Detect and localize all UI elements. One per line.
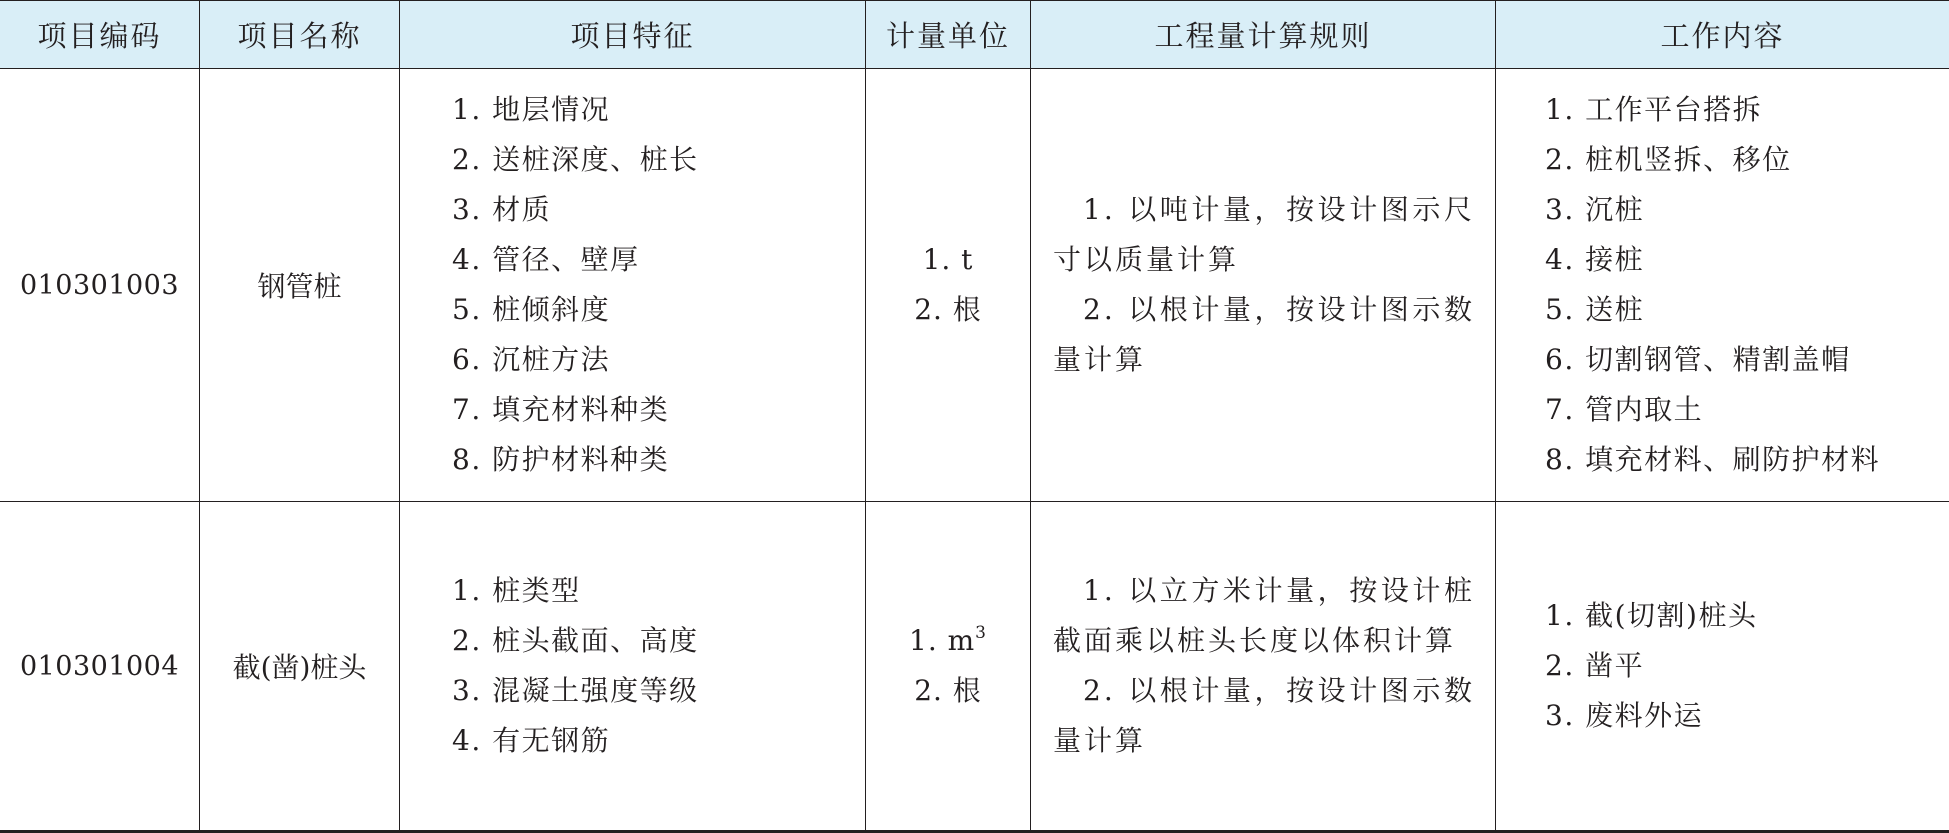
feature-list — [452, 85, 699, 485]
list-item: 1. 桩类型 — [452, 574, 581, 607]
list-item: 2. 桩头截面、高度 — [452, 624, 699, 657]
list-item: 6. 沉桩方法 — [452, 343, 611, 376]
header-calc-rules — [1031, 1, 1496, 69]
list-item: 2. 送桩深度、桩长 — [452, 143, 699, 176]
list-item: 1. 工作平台搭拆 — [1545, 93, 1763, 126]
feature-list — [452, 566, 699, 766]
list-item: 3. 材质 — [452, 193, 552, 226]
header-item-name — [200, 1, 400, 69]
item-features — [400, 502, 866, 833]
list-item: 3. 沉桩 — [1545, 193, 1645, 226]
rule-paragraph: 1. 以吨计量，按设计图示尺寸以质量计算 — [1053, 193, 1475, 276]
item-code-text: 010301004 — [19, 650, 180, 682]
unit-text: 2. 根 — [914, 674, 982, 707]
header-label: 项目名称 — [237, 19, 362, 53]
header-label: 项目特征 — [570, 19, 695, 53]
item-name — [200, 69, 400, 502]
list-item: 1. 地层情况 — [452, 93, 611, 126]
list-item: 3. 废料外运 — [1545, 699, 1704, 732]
unit-list — [914, 235, 982, 335]
list-item: 4. 管径、壁厚 — [452, 243, 640, 276]
item-code — [0, 502, 200, 833]
header-label: 计量单位 — [885, 19, 1010, 53]
list-item: 4. 接桩 — [1545, 243, 1645, 276]
list-item: 1. 截(切割)桩头 — [1545, 599, 1758, 632]
unit-text: 1. t — [922, 243, 974, 276]
item-work-content — [1496, 502, 1949, 833]
list-item: 4. 有无钢筋 — [452, 724, 611, 757]
item-calc-rules — [1031, 69, 1496, 502]
list-item: 8. 防护材料种类 — [452, 443, 670, 476]
rule-text — [1053, 185, 1475, 385]
item-unit — [866, 502, 1031, 833]
header-item-features — [400, 1, 866, 69]
header-unit — [866, 1, 1031, 69]
item-unit — [866, 69, 1031, 502]
list-item: 8. 填充材料、刷防护材料 — [1545, 443, 1881, 476]
list-item: 5. 送桩 — [1545, 293, 1645, 326]
rule-paragraph: 2. 以根计量，按设计图示数量计算 — [1053, 674, 1475, 757]
rule-paragraph: 1. 以立方米计量，按设计桩截面乘以桩头长度以体积计算 — [1053, 574, 1475, 657]
header-work-content — [1496, 1, 1949, 69]
item-name-text: 截(凿)桩头 — [232, 651, 367, 684]
unit-entry — [914, 235, 982, 285]
unit-text: 1. m — [909, 624, 976, 657]
work-list — [1545, 85, 1880, 485]
item-code — [0, 69, 200, 502]
unit-entry — [909, 666, 987, 716]
unit-entry — [914, 285, 982, 335]
list-item: 6. 切割钢管、精割盖帽 — [1545, 343, 1851, 376]
list-item: 2. 凿平 — [1545, 649, 1645, 682]
item-work-content — [1496, 69, 1949, 502]
unit-list — [909, 616, 987, 716]
list-item: 5. 桩倾斜度 — [452, 293, 611, 326]
item-name — [200, 502, 400, 833]
rule-text — [1053, 566, 1475, 766]
item-features — [400, 69, 866, 502]
item-name-text: 钢管桩 — [257, 270, 342, 303]
list-item: 2. 桩机竖拆、移位 — [1545, 143, 1792, 176]
rule-paragraph: 2. 以根计量，按设计图示数量计算 — [1053, 293, 1475, 376]
unit-text: 2. 根 — [914, 293, 982, 326]
work-list — [1545, 591, 1757, 741]
unit-superscript: 3 — [975, 623, 987, 643]
item-calc-rules — [1031, 502, 1496, 833]
list-item: 3. 混凝土强度等级 — [452, 674, 699, 707]
list-item: 7. 填充材料种类 — [452, 393, 670, 426]
list-item: 7. 管内取土 — [1545, 393, 1704, 426]
item-code-text: 010301003 — [19, 269, 180, 301]
header-label: 项目编码 — [37, 19, 162, 53]
header-label: 工作内容 — [1660, 19, 1785, 53]
unit-entry — [909, 616, 987, 666]
header-label: 工程量计算规则 — [1154, 19, 1372, 53]
header-item-code — [0, 1, 200, 69]
